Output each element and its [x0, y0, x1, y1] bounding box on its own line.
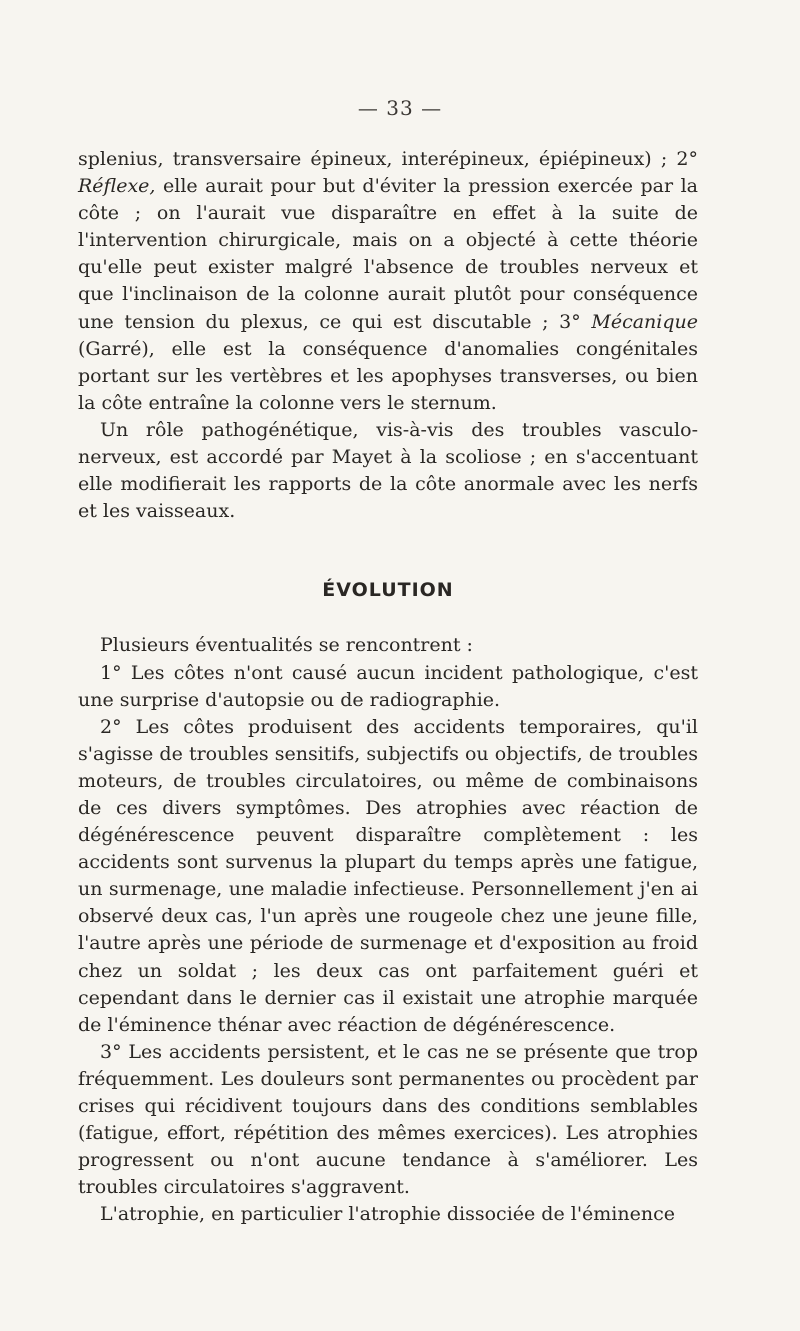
paragraph-intro: Plusieurs éventualités se rencontrent :	[100, 634, 473, 657]
text-segment: elle aurait pour but d'éviter la pression exercée par la côte ; on l'aurait vue disparaître en effet à la suite de l'intervention chirurgicale, mais on a objecté à cette théorie qu'elle peut exister malgré l'absence de troubles nerveux et que l'inclinaison de la colonne aurait plutôt pour conséquence une tension du plexus, ce qui est discutable ; 3°	[78, 175, 698, 333]
section-heading-evolution: ÉVOLUTION	[322, 579, 454, 602]
body-text	[78, 146, 698, 1228]
paragraph-atrophy: L'atrophie, en particulier l'atrophie dissociée de l'éminence	[100, 1203, 675, 1226]
text-segment: (Garré), elle est la conséquence d'anomalies congénitales portant sur les vertèbres et les apophyses transverses, ou bien la côte entraîne la colonne vers le sternum.	[78, 337, 698, 414]
paragraph-case-3: 3° Les accidents persistent, et le cas ne se présente que trop fréquemment. Les douleurs sont permanentes ou procèdent par crises qui récidivent toujours dans des conditions semblables (fatigue, effort, répétition des mêmes exercices). Les atrophies progressent ou n'ont aucune tendance à s'améliorer. Les troubles circulatoires s'aggravent.	[78, 1040, 698, 1199]
term-reflexe: Réflexe,	[78, 175, 156, 198]
text-segment: splenius, transversaire épineux, interépineux, épiépineux) ; 2°	[78, 148, 698, 170]
paragraph-etiology-theories	[78, 146, 698, 417]
paragraph-case-1: 1° Les côtes n'ont causé aucun incident pathologique, c'est une surprise d'autopsie ou de radiographie.	[78, 661, 698, 711]
page-number: — 33 —	[357, 96, 443, 120]
term-mecanique: Mécanique	[591, 310, 698, 333]
paragraph-case-2: 2° Les côtes produisent des accidents temporaires, qu'il s'agisse de troubles sensitifs, subjectifs ou objectifs, de troubles moteurs, de troubles circulatoires, ou même de combinaisons de ces divers symptômes. Des atrophies avec réaction de dégénérescence peuvent disparaître complètement : les accidents sont survenus la plupart du temps après une fatigue, un surmenage, une maladie infectieuse. Personnellement j'en ai observé deux cas, l'un après une rougeole chez une jeune fille, l'autre après une période de surmenage et d'exposition au froid chez un soldat ; les deux cas ont parfaitement guéri et cependant dans le dernier cas il existait une atrophie marquée de l'éminence thénar avec réaction de dégénérescence.	[78, 715, 698, 1036]
paragraph-scoliosis-role: Un rôle pathogénétique, vis-à-vis des troubles vasculo-nerveux, est accordé par Mayet à la scoliose ; en s'accentuant elle modifierait les rapports de la côte anormale avec les nerfs et les vaisseaux.	[78, 418, 698, 523]
